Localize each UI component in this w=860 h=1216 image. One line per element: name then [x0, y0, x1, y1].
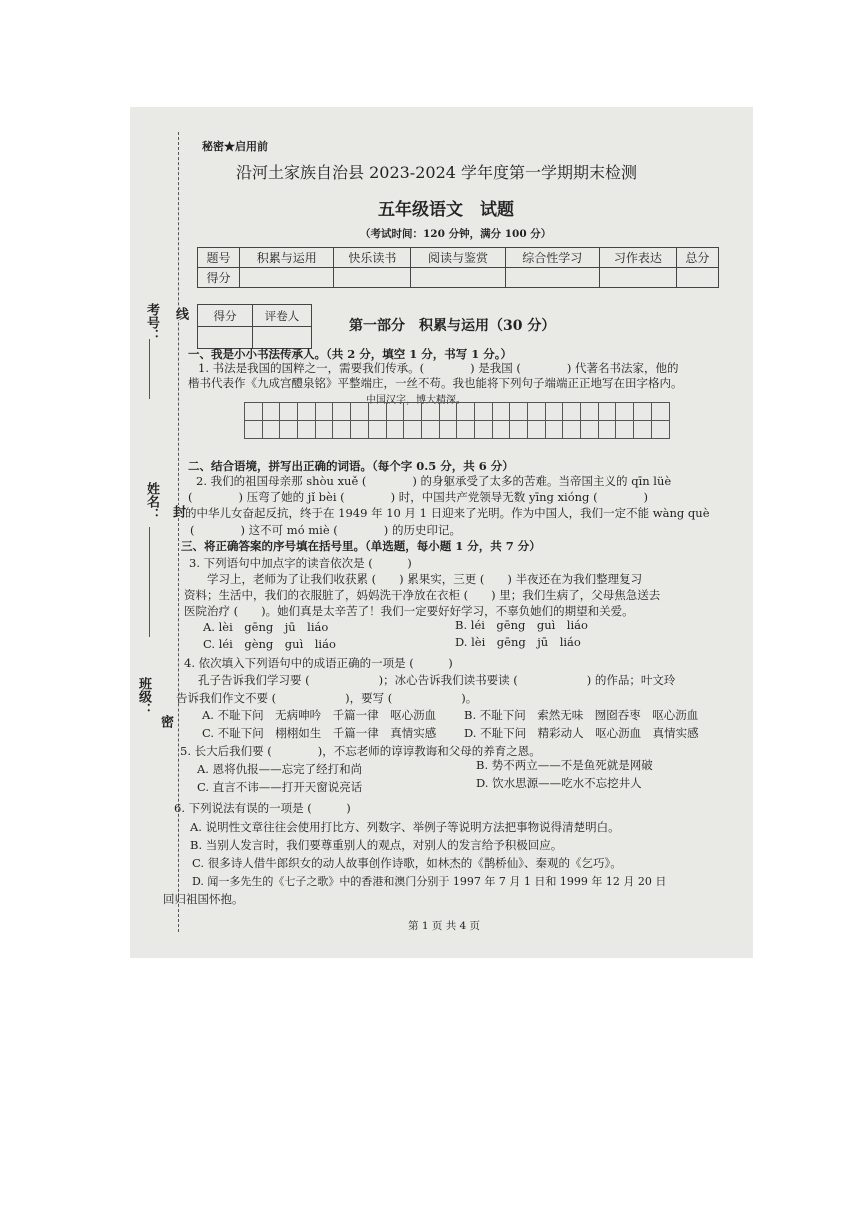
score-table-score-row — [198, 268, 719, 288]
writing-grid[interactable] — [244, 402, 670, 439]
exam-info: （考试时间：120 分钟，满分 100 分） — [360, 228, 552, 240]
q6-option-b: B. 当别人发言时，我们要尊重别人的观点，对别人的发言给予积极回应。 — [190, 838, 563, 852]
q6-option-d-continued: 回归祖国怀抱。 — [163, 892, 244, 906]
q3-option-a: A. lèi gēng jū liáo — [203, 620, 329, 634]
score-row-label: 得分 — [198, 268, 240, 288]
class-label: 班级： — [136, 677, 151, 716]
q6-option-d: D. 闻一多先生的《七子之歌》中的香港和澳门分别于 1997 年 7 月 1 日和 1999 年 12 月 20 日 — [192, 875, 667, 888]
q3-option-b: B. léi gēng guì liáo — [455, 618, 588, 632]
grader-header-score: 得分 — [198, 305, 253, 327]
q3-passage-line1: 学习上，老师为了让我们收获累 ( ) 累果实，三更 ( ) 半夜还在为我们整理复习 — [207, 572, 643, 586]
q5-option-b: B. 势不两立——不是鱼死就是网破 — [476, 758, 653, 772]
subject-title: 五年级语文 试题 — [378, 200, 514, 220]
score-cell — [676, 268, 718, 288]
score-cell — [505, 268, 599, 288]
page-number: 第 1 页 共 4 页 — [408, 920, 481, 932]
score-header-cell: 题号 — [198, 248, 240, 268]
q4-option-d: D. 不耻下问 精彩动人 呕心沥血 真情实感 — [464, 726, 699, 740]
score-header-cell: 综合性学习 — [505, 248, 599, 268]
grader-score-cell — [198, 327, 253, 349]
name-label: 姓名： — [144, 482, 159, 521]
score-header-cell: 积累与运用 — [240, 248, 334, 268]
seal-char-line: 线 — [173, 307, 188, 320]
exam-number-label: 考号： — [144, 303, 159, 342]
q3-heading: 三、将正确答案的序号填在括号里。（单选题，每小题 1 分，共 7 分） — [181, 539, 541, 553]
score-cell — [599, 268, 676, 288]
q6-stem: 6. 下列说法有误的一项是 ( ) — [174, 801, 351, 815]
score-cell — [240, 268, 334, 288]
grader-table — [197, 304, 312, 349]
q5-option-d: D. 饮水思源——吃水不忘挖井人 — [476, 776, 642, 790]
q4-option-b: B. 不耻下问 索然无味 囫囵吞枣 呕心沥血 — [464, 708, 699, 722]
q5-option-a: A. 恩将仇报——忘完了经打和尚 — [197, 762, 363, 776]
q2-line1: 2. 我们的祖国母亲那 shòu xuě ( ) 的身躯承受了太多的苦难。当帝国主义的 qīn lüè — [196, 474, 672, 488]
score-table — [197, 247, 719, 288]
q2-heading: 二、结合语境，拼写出正确的词语。（每个字 0.5 分，共 6 分） — [188, 459, 514, 473]
q1-heading: 一、我是小小书法传承人。（共 2 分，填空 1 分，书写 1 分。） — [188, 347, 513, 361]
grader-header-marker: 评卷人 — [253, 305, 312, 327]
q2-line4: ( ) 这不可 mó miè ( ) 的历史印记。 — [190, 523, 461, 537]
seal-char-secret: 密 — [158, 715, 173, 728]
exam-paper-photo — [130, 107, 753, 958]
q4-option-c: C. 不耻下问 栩栩如生 千篇一律 真情实感 — [202, 726, 437, 740]
exam-number-line — [149, 339, 150, 399]
q3-option-c: C. léi gèng guì liáo — [203, 637, 336, 651]
q3-passage-line3: 医院治疗 ( )。她们真是太辛苦了！我们一定要好好学习，不辜负她们的期望和关爱。 — [184, 604, 634, 618]
q6-option-c: C. 很多诗人借牛郎织女的动人故事创作诗歌，如林杰的《鹊桥仙》、秦观的《乞巧》。 — [192, 856, 622, 870]
q2-line3: 的中华儿女奋起反抗，终于在 1949 年 10 月 1 日迎来了光明。作为中国人，我们一定不能 wàng què — [185, 506, 710, 520]
q1-line2: 楷书代表作《九成宫醴泉铭》平整端庄，一丝不苟。我也能将下列句子端端正正地写在田字格内。 — [188, 376, 683, 390]
q4-stem: 4. 依次填入下列语句中的成语正确的一项是 ( ) — [184, 656, 453, 670]
secret-label: 秘密★启用前 — [202, 140, 268, 153]
exam-title: 沿河土家族自治县 2023-2024 学年度第一学期期末检测 — [236, 163, 638, 182]
q6-option-a: A. 说明性文章往往会使用打比方、列数字、举例子等说明方法把事物说得清楚明白。 — [190, 820, 620, 834]
name-line — [149, 527, 150, 637]
q4-line1: 孔子告诉我们学习要 ( )；冰心告诉我们读书要读 ( ) 的作品；叶文玲 — [198, 673, 676, 687]
q4-line2: 告诉我们作文不要 ( )，要写 ( )。 — [176, 691, 478, 705]
seal-char-seal: 封 — [170, 505, 185, 518]
score-cell — [334, 268, 411, 288]
score-header-cell: 阅读与鉴赏 — [411, 248, 505, 268]
grader-marker-cell — [253, 327, 312, 349]
score-table-header-row — [198, 248, 719, 268]
q2-line2: ( ) 压弯了她的 jǐ bèi ( ) 时，中国共产党领导无数 yīng xióng ( ) — [188, 490, 649, 504]
q5-option-c: C. 直言不讳——打开天窗说亮话 — [197, 780, 363, 794]
q3-passage-line2: 资料；生活中，我们的衣服脏了，妈妈洗干净放在衣柜 ( ) 里；我们生病了，父母焦急送去 — [184, 588, 661, 602]
score-cell — [411, 268, 505, 288]
q4-option-a: A. 不耻下问 无病呻吟 千篇一律 呕心沥血 — [202, 708, 437, 722]
q1-line1: 1. 书法是我国的国粹之一，需要我们传承。( ) 是我国 ( ) 代著名书法家，他的 — [198, 361, 679, 375]
score-header-cell: 总分 — [676, 248, 718, 268]
score-header-cell: 快乐读书 — [334, 248, 411, 268]
part1-title: 第一部分 积累与运用（30 分） — [349, 318, 556, 334]
q3-stem: 3. 下列语句中加点字的读音依次是 ( ) — [189, 556, 412, 570]
score-header-cell: 习作表达 — [599, 248, 676, 268]
q3-option-d: D. lèi gēng jū liáo — [455, 635, 581, 649]
q5-stem: 5. 长大后我们要 ( )，不忘老师的谆谆教诲和父母的养育之恩。 — [180, 744, 541, 758]
q1-sample-sentence: 中国汉字，博大精深。 — [366, 395, 466, 406]
